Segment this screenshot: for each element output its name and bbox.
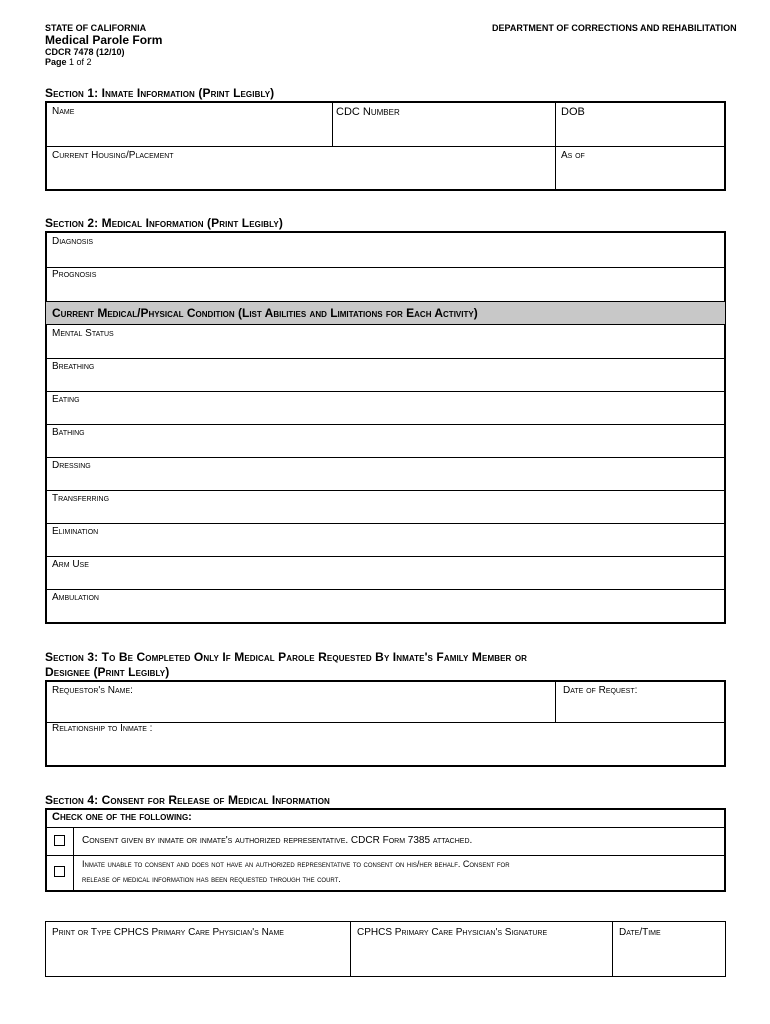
page-label: Page (45, 57, 67, 67)
court-consent-text-line2: release of medical information has been requested through the court. (82, 874, 341, 884)
prognosis-field[interactable]: Prognosis (52, 269, 97, 280)
state-label: STATE OF CALIFORNIA (45, 23, 147, 33)
date-time-field[interactable]: Date/Time (619, 927, 661, 938)
date-of-request-field[interactable]: Date of Request: (563, 685, 638, 696)
court-consent-checkbox[interactable] (54, 866, 65, 877)
activity-field-arm-use[interactable]: Arm Use (52, 559, 89, 570)
page-indicator (45, 57, 92, 67)
consent-given-text: Consent given by inmate or inmate's authorized representative. CDCR Form 7385 attached. (82, 835, 473, 846)
consent-given-checkbox[interactable] (54, 835, 65, 846)
section4-title: Section 4: Consent for Release of Medical Information (45, 793, 330, 807)
form-number: CDCR 7478 (12/10) (45, 47, 125, 57)
physician-name-field[interactable]: Print or Type CPHCS Primary Care Physician's Name (52, 927, 284, 938)
physician-signature-field[interactable]: CPHCS Primary Care Physician's Signature (357, 927, 548, 938)
activity-field-ambulation[interactable]: Ambulation (52, 592, 99, 603)
as-of-field[interactable]: As of (561, 150, 585, 161)
section2-title: Section 2: Medical Information (Print Legibly) (45, 216, 283, 230)
cdc-number-field[interactable]: CDC Number (336, 106, 400, 118)
housing-field[interactable]: Current Housing/Placement (52, 150, 174, 161)
section3-title-line2: Designee (Print Legibly) (45, 665, 170, 679)
requestor-name-field[interactable]: Requestor's Name: (52, 685, 133, 696)
activity-field-dressing[interactable]: Dressing (52, 460, 91, 471)
activity-field-mental-status[interactable]: Mental Status (52, 328, 114, 339)
section2-box (45, 231, 726, 624)
activity-field-bathing[interactable]: Bathing (52, 427, 85, 438)
section3-title-line1: Section 3: To Be Completed Only If Medical Parole Requested By Inmate's Family Member or (45, 650, 528, 664)
page-value: 1 of 2 (69, 57, 92, 67)
section1-title: Section 1: Inmate Information (Print Legibly) (45, 86, 275, 100)
condition-header: Current Medical/Physical Condition (List Abilities and Limitations for Each Activity) (46, 301, 725, 325)
activity-field-elimination[interactable]: Elimination (52, 526, 99, 537)
relationship-field[interactable]: Relationship to Inmate : (52, 723, 153, 734)
activity-field-eating[interactable]: Eating (52, 394, 80, 405)
diagnosis-field[interactable]: Diagnosis (52, 236, 94, 247)
department-label: DEPARTMENT OF CORRECTIONS AND REHABILITATION (492, 23, 737, 33)
dob-field[interactable]: DOB (561, 106, 585, 118)
activity-field-transferring[interactable]: Transferring (52, 493, 110, 504)
check-one-header: Check one of the following: (52, 811, 192, 823)
activity-field-breathing[interactable]: Breathing (52, 361, 95, 372)
court-consent-text-line1: Inmate unable to consent and does not have an authorized representative to consent on his/her behalf. Consent for (82, 859, 510, 869)
name-field[interactable]: Name (52, 106, 75, 117)
form-title: Medical Parole Form (45, 33, 163, 47)
